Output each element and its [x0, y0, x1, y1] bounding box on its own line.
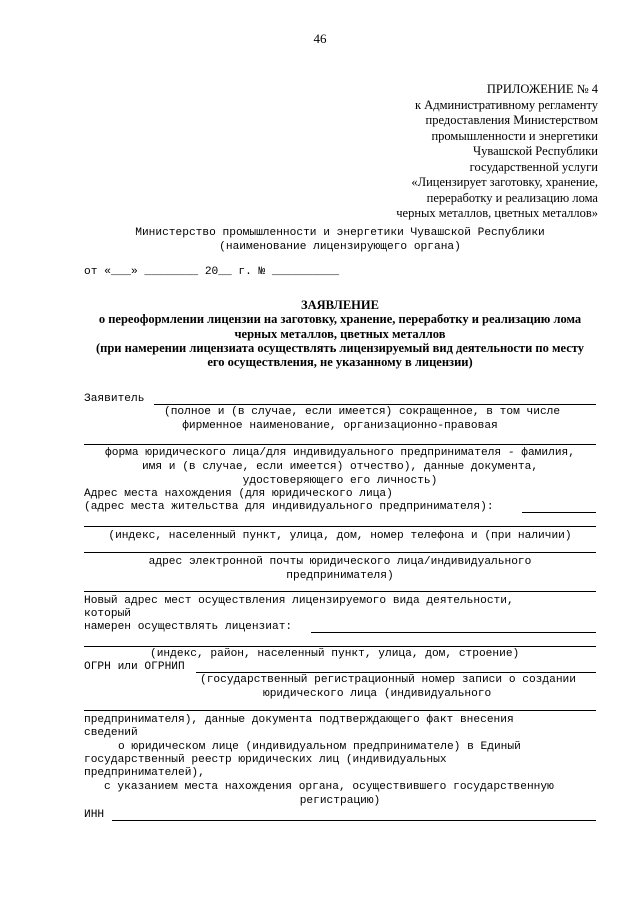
ogrn-field[interactable]	[196, 672, 596, 673]
appendix-line: к Административному регламенту	[414, 97, 598, 112]
ministry-caption: (наименование лицензирующего органа)	[219, 241, 461, 253]
inn-field[interactable]	[112, 820, 596, 821]
new-address-label: который	[84, 608, 131, 620]
title-heading: ЗАЯВЛЕНИЕ	[301, 298, 379, 312]
document-title	[84, 298, 596, 369]
ogrn-hint: регистрацию)	[299, 795, 381, 807]
ogrn-label: ОГРН или ОГРНИП	[84, 661, 185, 673]
title-subtitle: о переоформлении лицензии на заготовку, хранение, переработку и реализацию лома	[98, 312, 582, 327]
form-hint: имя и (в случае, если имеется) отчество), данные документа,	[141, 461, 539, 473]
title-subtitle: черных металлов, цветных металлов	[234, 326, 446, 341]
ministry-name: Министерство промышленности и энергетики Чувашской Республики	[135, 227, 545, 239]
appendix-line: черных металлов, цветных металлов»	[396, 206, 598, 220]
email-hint: предпринимателя)	[286, 570, 394, 582]
applicant-label: Заявитель	[84, 393, 145, 405]
new-address-field-continued[interactable]	[84, 646, 596, 647]
title-subtitle: его осуществления, не указанному в лицензии)	[207, 355, 473, 370]
appendix-line: промышленности и энергетики	[431, 128, 598, 143]
address-hint: (индекс, населенный пункт, улица, дом, номер телефона и (при наличии)	[108, 530, 572, 542]
ogrn-hint: (государственный регистрационный номер записи о создании	[200, 674, 576, 686]
ogrn-hint: сведений	[84, 727, 138, 739]
applicant-hint: (полное и (в случае, если имеется) сокращенное, в том числе	[164, 406, 561, 418]
ogrn-hint: о юридическом лице (индивидуальном предпринимателе) в Единый	[118, 741, 521, 753]
appendix-line: ПРИЛОЖЕНИЕ № 4	[486, 82, 598, 96]
appendix-line: переработку и реализацию лома	[426, 190, 598, 205]
ogrn-hint: предпринимателей),	[84, 767, 205, 779]
applicant-field-continued[interactable]	[84, 444, 596, 445]
appendix-line: предоставления Министерством	[425, 113, 598, 127]
email-hint: адрес электронной почты юридического лица/индивидуального	[148, 556, 532, 568]
address-field[interactable]	[522, 512, 596, 513]
email-field[interactable]	[84, 552, 596, 553]
appendix-header	[396, 82, 598, 222]
appendix-line: «Лицензирует заготовку, хранение,	[411, 175, 598, 189]
new-address-label: намерен осуществлять лицензиат:	[84, 621, 293, 633]
address-label: (адрес места жительства для индивидуального предпринимателя):	[84, 501, 494, 513]
applicant-field[interactable]	[154, 404, 596, 405]
title-subtitle: (при намерении лицензиата осуществлять лицензируемый вид деятельности по месту	[95, 340, 584, 355]
separator-line	[84, 591, 596, 592]
ogrn-hint: с указанием места нахождения органа, осуществившего государственную	[104, 781, 554, 793]
form-hint: форма юридического лица/для индивидуального предпринимателя - фамилия,	[105, 447, 575, 459]
ogrn-hint: предпринимателя), данные документа подтверждающего факт внесения	[84, 714, 514, 726]
appendix-line: государственной услуги	[469, 159, 598, 174]
appendix-line: Чувашской Республики	[472, 144, 598, 158]
inn-label: ИНН	[84, 809, 105, 821]
new-address-field[interactable]	[311, 632, 596, 633]
ogrn-hint: государственный реестр юридических лиц (индивидуальных	[84, 754, 447, 766]
ogrn-hint: юридического лица (индивидуального	[263, 688, 492, 700]
ministry-block	[84, 226, 596, 254]
form-hint: удостоверяющего его личность)	[242, 475, 438, 487]
address-field-continued[interactable]	[84, 526, 596, 527]
date-number-line: от «___» ________ 20__ г. № __________	[84, 266, 340, 278]
applicant-hint: фирменное наименование, организационно-правовая	[182, 420, 498, 432]
address-label: Адрес места нахождения (для юридического лица)	[84, 488, 393, 500]
page-number: 46	[313, 31, 327, 46]
ogrn-field-continued[interactable]	[84, 710, 596, 711]
new-address-hint: (индекс, район, населенный пункт, улица, дом, строение)	[150, 648, 520, 660]
new-address-label: Новый адрес мест осуществления лицензируемого вида деятельности,	[84, 595, 514, 607]
